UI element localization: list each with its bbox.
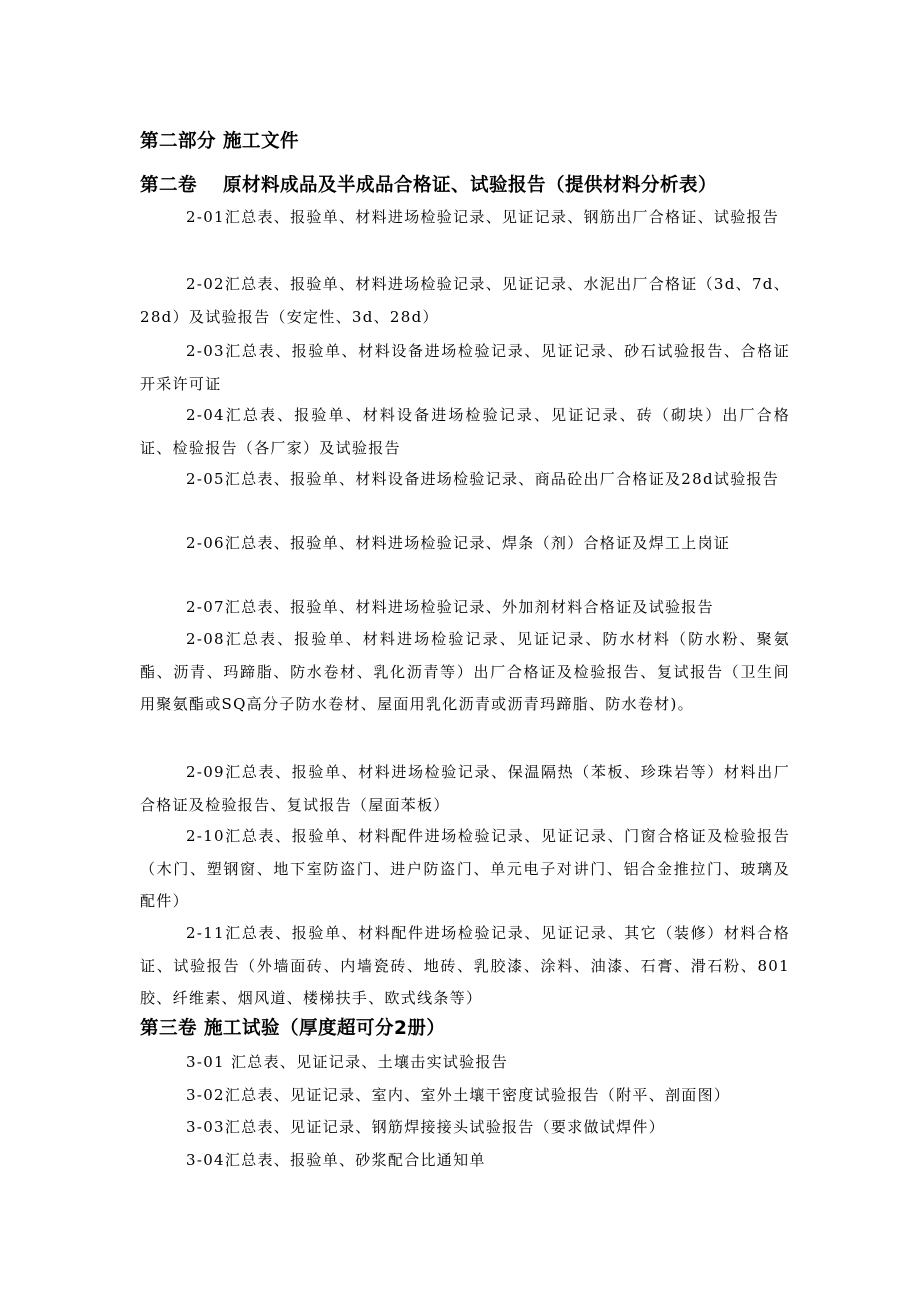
part-title: 第二部分 施工文件 bbox=[140, 131, 299, 152]
list-item: 2-02汇总表、报验单、材料进场检验记录、见证记录、水泥出厂合格证（3d、7d、28d）及试验报告（安定性、3d、28d） bbox=[140, 275, 790, 326]
list-item: 2-08汇总表、报验单、材料进场检验记录、见证记录、防水材料（防水粉、聚氨酯、沥青、玛蹄脂、防水卷材、乳化沥青等）出厂合格证及检验报告、复试报告（卫生间用聚氨酯或SQ高分子防水卷材、屋面用乳化沥青或沥青玛蹄脂、防水卷材)。 bbox=[140, 630, 790, 713]
list-item: 2-11汇总表、报验单、材料配件进场检验记录、见证记录、其它（装修）材料合格证、试验报告（外墙面砖、内墙瓷砖、地砖、乳胶漆、涂料、油漆、石膏、滑石粉、801胶、纤维素、烟风道、楼梯扶手、欧式线条等） bbox=[140, 924, 790, 1007]
list-item: 2-05汇总表、报验单、材料设备进场检验记录、商品砼出厂合格证及28d试验报告 bbox=[186, 470, 780, 488]
list-item: 3-03汇总表、见证记录、钢筋焊接接头试验报告（要求做试焊件） bbox=[186, 1118, 666, 1136]
volume2-title: 第二卷 原材料成品及半成品合格证、试验报告（提供材料分析表） bbox=[140, 175, 717, 196]
list-item: 2-06汇总表、报验单、材料进场检验记录、焊条（剂）合格证及焊工上岗证 bbox=[186, 534, 731, 552]
list-item: 2-01汇总表、报验单、材料进场检验记录、见证记录、钢筋出厂合格证、试验报告 bbox=[186, 208, 780, 226]
list-item: 3-01 汇总表、见证记录、土壤击实试验报告 bbox=[186, 1053, 509, 1071]
list-item: 3-04汇总表、报验单、砂浆配合比通知单 bbox=[186, 1151, 486, 1169]
list-item: 3-02汇总表、见证记录、室内、室外土壤干密度试验报告（附平、剖面图） bbox=[186, 1086, 731, 1104]
list-item: 2-03汇总表、报验单、材料设备进场检验记录、见证记录、砂石试验报告、合格证开采许可证 bbox=[140, 342, 790, 393]
list-item: 2-09汇总表、报验单、材料进场检验记录、保温隔热（苯板、珍珠岩等）材料出厂合格证及检验报告、复试报告（屋面苯板） bbox=[140, 763, 790, 814]
list-item: 2-07汇总表、报验单、材料进场检验记录、外加剂材料合格证及试验报告 bbox=[186, 598, 714, 616]
volume3-title: 第三卷 施工试验（厚度超可分2册） bbox=[140, 1018, 446, 1039]
list-item: 2-04汇总表、报验单、材料设备进场检验记录、见证记录、砖（砌块）出厂合格证、检验报告（各厂家）及试验报告 bbox=[140, 406, 790, 457]
list-item: 2-10汇总表、报验单、材料配件进场检验记录、见证记录、门窗合格证及检验报告（木门、塑钢窗、地下室防盗门、进户防盗门、单元电子对讲门、铝合金推拉门、玻璃及配件） bbox=[140, 827, 790, 910]
